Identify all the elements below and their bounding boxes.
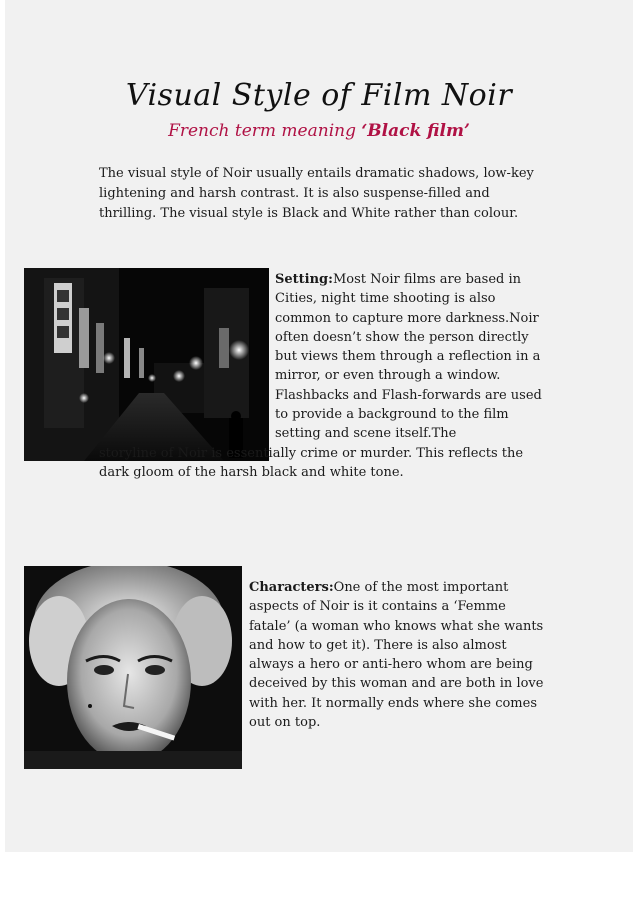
characters-paragraph <box>249 578 549 732</box>
characters-text: One of the most important aspects of Noir is it contains a ‘Femme fatale’ (a woman who knows what she wants and how to get it). There is also almost always a hero or anti-hero whom are being deceived by this woman and are both in love with her. It normally ends where she comes out on top. <box>249 580 544 731</box>
document-page <box>5 0 633 852</box>
setting-paragraph <box>275 270 550 444</box>
femme-fatale-portrait-photo <box>24 566 242 769</box>
page-subtitle <box>5 121 633 141</box>
characters-heading: Characters: <box>249 580 334 595</box>
page-title: Visual Style of Film Noir <box>125 78 513 113</box>
city-night-street-photo <box>24 268 269 461</box>
setting-heading: Setting: <box>275 272 333 287</box>
subtitle-prefix: French term meaning <box>168 121 362 141</box>
setting-text: Most Noir films are based in Cities, night time shooting is also common to capture more darkness.Noir often doesn’t show the person directly but views them through a reflection in a mirror, or even through a window. Flashbacks and Flash-forwards are used to provide a background to the film setting and scene itself.The <box>275 272 542 442</box>
setting-continuation: storyline of Noir is essentially crime or murder. This reflects the dark gloom of the harsh black and white tone. <box>99 446 524 481</box>
subtitle-emphasis: ‘Black film’ <box>361 121 470 141</box>
intro-paragraph: The visual style of Noir usually entails dramatic shadows, low-key lightening and harsh contrast. It is also suspense-filled and thrilling. The visual style is Black and White rather than colour. <box>99 166 534 221</box>
